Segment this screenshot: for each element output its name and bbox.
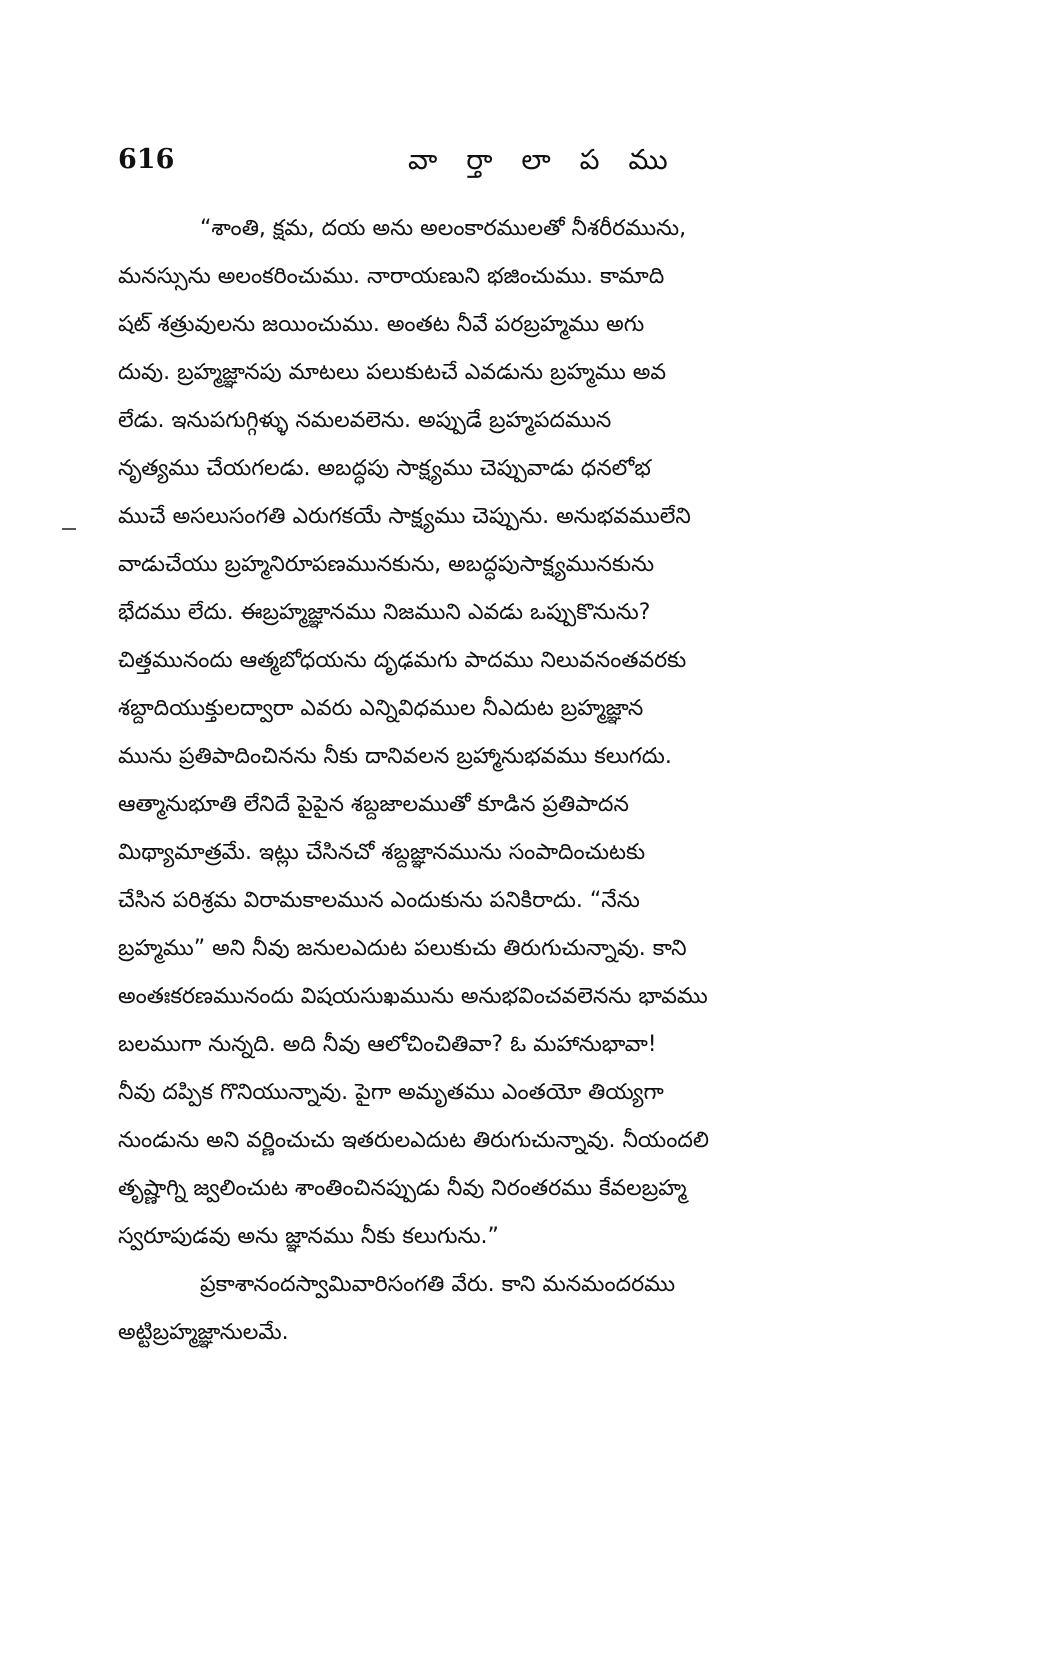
text-line: ముచే అసలుసంగతి ఎరుగకయే సాక్ష్యము చెప్పును. అనుభవములేని xyxy=(118,504,691,529)
text-line: వాడుచేయు బ్రహ్మనిరూపణమునకును, అబద్ధపుసాక్ష్యమునకును xyxy=(118,552,655,577)
text-line: నృత్యము చేయగలడు. అబద్ధపు సాక్ష్యము చెప్పువాడు ధనలోభ xyxy=(118,456,651,481)
body-text xyxy=(118,205,960,1357)
text-line: లేడు. ఇనుపగుగ్గిళ్ళు నమలవలెను. అప్పుడే బ్రహ్మపదమున xyxy=(118,408,612,433)
text-line: భేదము లేదు. ఈబ్రహ్మజ్ఞానము నిజముని ఎవడు ఒప్పుకొనును? xyxy=(118,600,651,625)
margin-mark xyxy=(62,528,76,530)
text-line: ఆత్మానుభూతి లేనిదే పైపైన శబ్దజాలముతో కూడిన ప్రతిపాదన xyxy=(118,792,629,817)
text-line: ప్రకాశానందస్వామివారిసంగతి వేరు. కాని మనమందరము xyxy=(200,1272,676,1297)
text-line: నుండును అని వర్ణించుచు ఇతరులఎదుట తిరుగుచున్నావు. నీయందలి xyxy=(118,1128,710,1153)
text-line: చేసిన పరిశ్రమ విరామకాలమున ఎందుకును పనికిరాదు. “నేను xyxy=(118,888,640,913)
text-line: “శాంతి, క్షమ, దయ అను అలంకారములతో నీశరీరమును, xyxy=(200,216,687,241)
text-line: నీవు దప్పిక గొనియున్నావు. పైగా అమృతము ఎంతయో తియ్యగా xyxy=(118,1080,664,1105)
text-line: మిథ్యామాత్రమే. ఇట్లు చేసినచో శబ్దజ్ఞానమును సంపాదించుటకు xyxy=(118,840,646,865)
text-line: చిత్తమునందు ఆత్మబోధయను దృఢమగు పాదము నిలువనంతవరకు xyxy=(118,648,687,673)
page-header xyxy=(118,140,958,184)
text-line: షట్ శత్రువులను జయించుము. అంతట నీవే పరబ్రహ్మము అగు xyxy=(118,312,645,337)
text-line: బలముగా నున్నది. అది నీవు ఆలోచించితివా? ఓ మహానుభావా! xyxy=(118,1032,657,1057)
text-line: మనస్సును అలంకరించుము. నారాయణుని భజించుము. కామాది xyxy=(118,264,665,289)
text-line: అంతఃకరణమునందు విషయసుఖమును అనుభవించవలెనను భావము xyxy=(118,984,708,1009)
running-title: వా ర్తా లా ప ము xyxy=(408,143,678,176)
page-number: 616 xyxy=(118,144,175,175)
text-line: తృష్ణాగ్ని జ్వలించుట శాంతించినప్పుడు నీవు నిరంతరము కేవలబ్రహ్మ xyxy=(118,1176,687,1201)
text-line: దువు. బ్రహ్మజ్ఞానపు మాటలు పలుకుటచే ఎవడును బ్రహ్మము అవ xyxy=(118,360,666,385)
text-line: బ్రహ్మము” అని నీవు జనులఎదుట పలుకుచు తిరుగుచున్నావు. కాని xyxy=(118,936,687,961)
text-line: మును ప్రతిపాదించినను నీకు దానివలన బ్రహ్మానుభవము కలుగదు. xyxy=(118,744,672,769)
text-line: స్వరూపుడవు అను జ్ఞానము నీకు కలుగును.” xyxy=(118,1224,499,1249)
text-line: అట్టిబ్రహ్మజ్ఞానులమే. xyxy=(118,1320,289,1345)
text-line: శబ్దాదియుక్తులద్వారా ఎవరు ఎన్నివిధముల నీఎదుట బ్రహ్మజ్ఞాన xyxy=(118,696,644,721)
